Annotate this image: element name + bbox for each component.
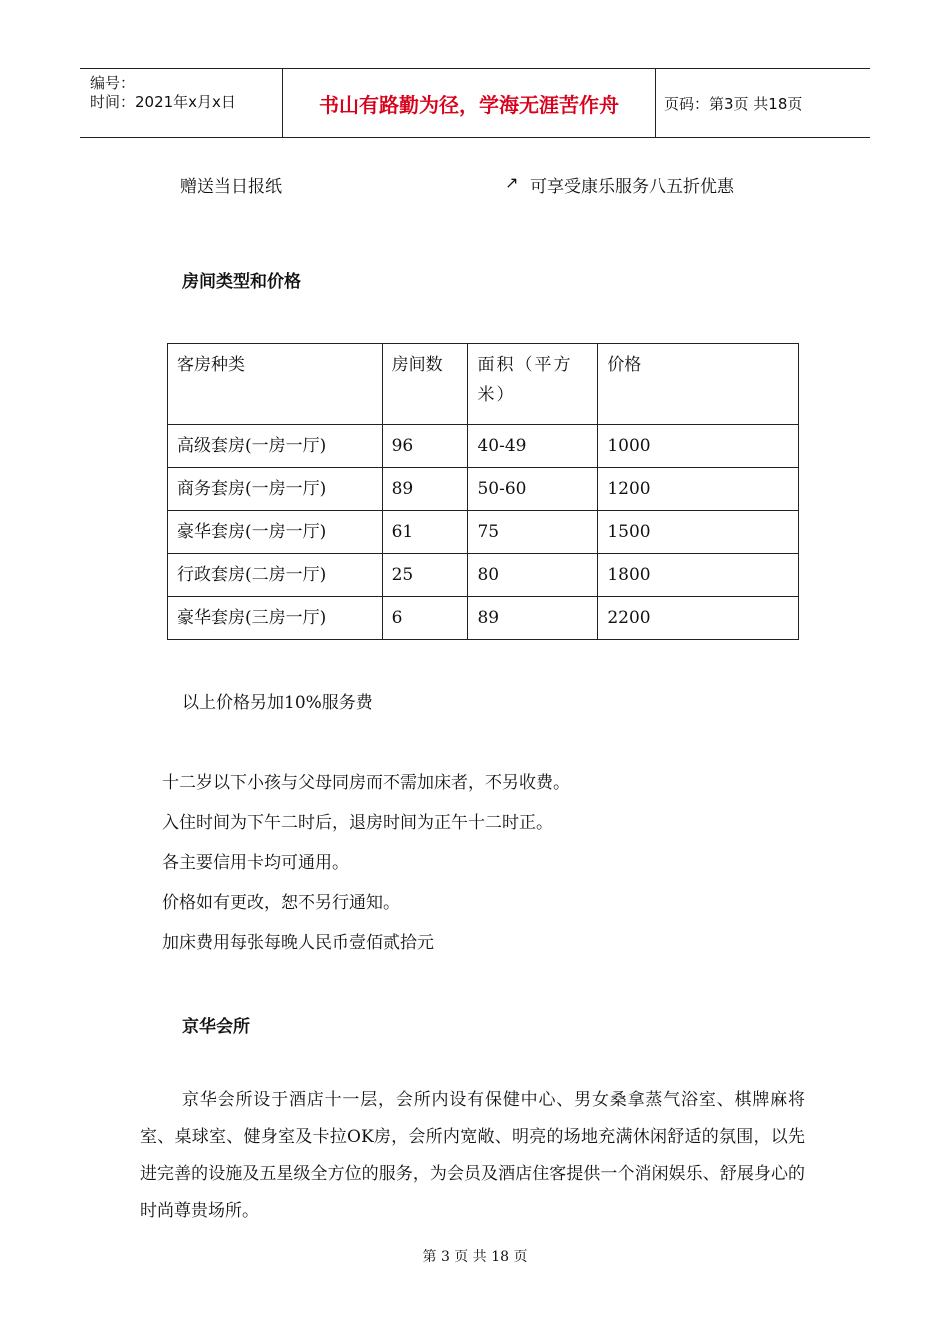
cell-room-type: 高级套房(一房一厅): [168, 425, 383, 468]
perk-newspaper: 赠送当日报纸: [180, 177, 282, 197]
cell-room-count: 6: [382, 597, 468, 640]
page-footer: 第 3 页 共 18 页: [422, 1249, 528, 1265]
policy-item: 价格如有更改，恕不另行通知。: [162, 893, 400, 913]
club-description: 京华会所设于酒店十一层，会所内设有保健中心、男女桑拿蒸气浴室、棋牌麻将室、桌球室、健身室及卡拉OK房，会所内宽敞、明亮的场地充满休闲舒适的氛围，以先进完善的设施及五星级全方位的服务，为会员及酒店住客提供一个消闲娱乐、舒展身心的时尚尊贵场所。: [140, 1090, 805, 1221]
cell-area: 89: [468, 597, 598, 640]
cell-room-count: 61: [382, 511, 468, 554]
header-page-number: 页码：第3页 共18页: [664, 94, 803, 113]
cell-area: 50-60: [468, 468, 598, 511]
header-room-type: 客房种类: [168, 344, 383, 425]
table-header-row: [168, 344, 799, 425]
cell-price: 1200: [598, 468, 799, 511]
page-header: [80, 68, 870, 138]
policy-item: 入住时间为下午二时后，退房时间为正午十二时正。: [162, 813, 553, 833]
rooms-table: [167, 343, 799, 640]
table-row: [168, 554, 799, 597]
table-row: [168, 425, 799, 468]
cell-room-type: 行政套房(二房一厅): [168, 554, 383, 597]
cell-price: 1800: [598, 554, 799, 597]
cell-area: 40-49: [468, 425, 598, 468]
cell-price: 1000: [598, 425, 799, 468]
policy-item: 加床费用每张每晚人民币壹佰贰拾元: [162, 933, 434, 953]
header-price: 价格: [598, 344, 799, 425]
arrow-icon: ↗: [505, 173, 519, 192]
cell-room-type: 豪华套房(三房一厅): [168, 597, 383, 640]
service-charge-note: 以上价格另加10%服务费: [182, 693, 373, 713]
perk-discount: 可享受康乐服务八五折优惠: [530, 177, 734, 197]
cell-price: 1500: [598, 511, 799, 554]
table-row: [168, 597, 799, 640]
policy-item: 各主要信用卡均可通用。: [162, 853, 349, 873]
table-row: [168, 511, 799, 554]
cell-area: 80: [468, 554, 598, 597]
policy-item: 十二岁以下小孩与父母同房而不需加床者，不另收费。: [162, 773, 570, 793]
rooms-section-title: 房间类型和价格: [182, 272, 301, 292]
time-label: 时间：2021年x月x日: [90, 93, 236, 111]
cell-room-type: 商务套房(一房一厅): [168, 468, 383, 511]
table-row: [168, 468, 799, 511]
cell-room-count: 25: [382, 554, 468, 597]
header-area: 面积（平方米）: [468, 344, 598, 425]
cell-price: 2200: [598, 597, 799, 640]
header-room-count: 房间数: [382, 344, 468, 425]
cell-room-count: 89: [382, 468, 468, 511]
header-meta: [80, 69, 282, 137]
cell-area: 75: [468, 511, 598, 554]
number-label: 编号：: [90, 74, 136, 92]
header-motto: 书山有路勤为径，学海无涯苦作舟: [282, 69, 656, 137]
cell-room-count: 96: [382, 425, 468, 468]
cell-room-type: 豪华套房(一房一厅): [168, 511, 383, 554]
club-section-title: 京华会所: [182, 1017, 250, 1037]
